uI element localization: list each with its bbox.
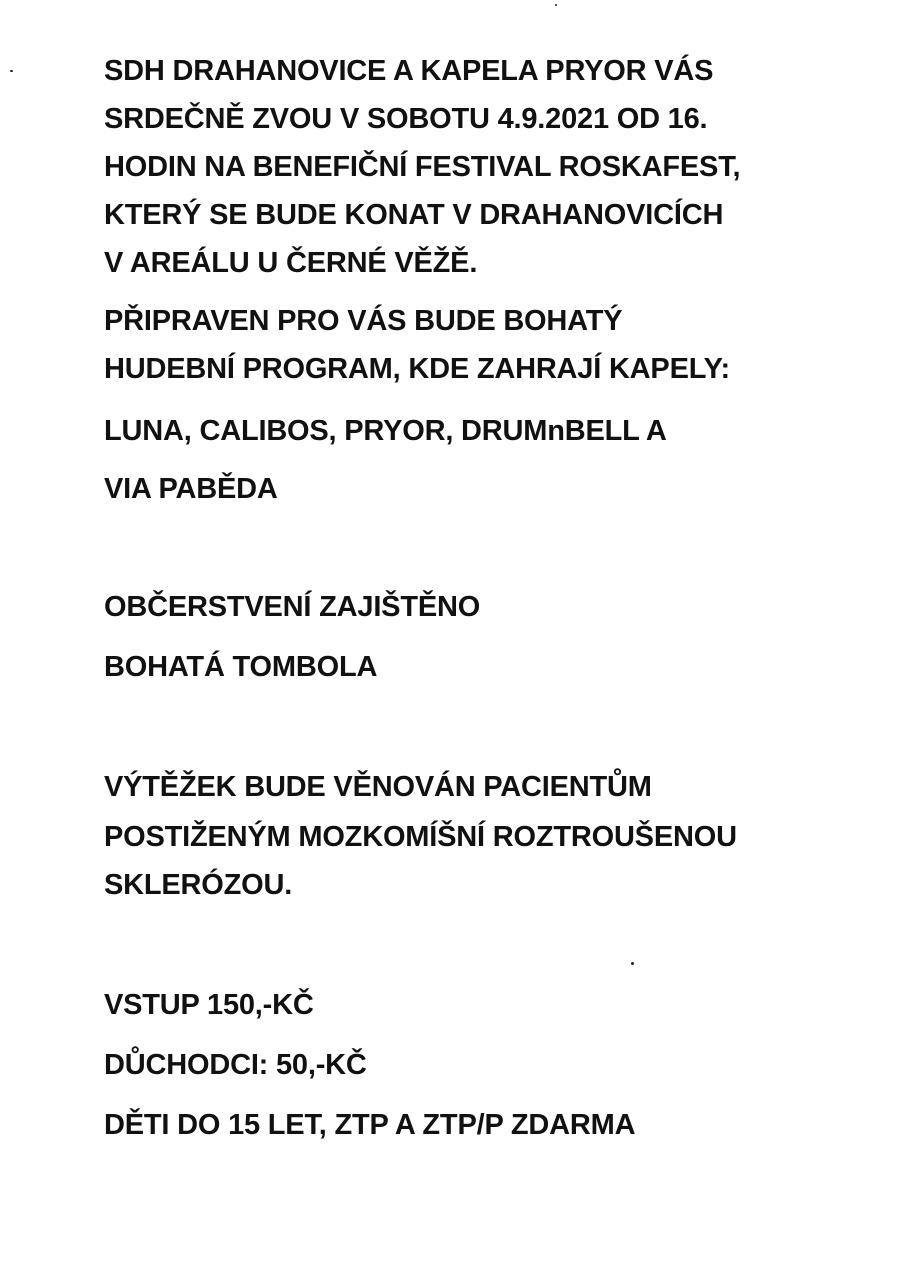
intro-line-3: HODIN NA BENEFIČNÍ FESTIVAL ROSKAFEST, (104, 151, 741, 183)
program-line-1: PŘIPRAVEN PRO VÁS BUDE BOHATÝ (104, 305, 623, 337)
charity-line-2: POSTIŽENÝM MOZKOMÍŠNÍ ROZTROUŠENOU (104, 821, 737, 853)
intro-line-1: SDH DRAHANOVICE A KAPELA PRYOR VÁS (104, 55, 714, 87)
intro-line-4: KTERÝ SE BUDE KONAT V DRAHANOVICÍCH (104, 199, 724, 231)
scan-speck (555, 4, 557, 6)
scan-speck (10, 70, 13, 72)
seniors-price: DŮCHODCI: 50,-KČ (104, 1049, 367, 1081)
bands-line-1: LUNA, CALIBOS, PRYOR, DRUMnBELL A (104, 415, 667, 447)
intro-line-2: SRDEČNĚ ZVOU V SOBOTU 4.9.2021 OD 16. (104, 103, 708, 135)
entry-price: VSTUP 150,-KČ (104, 989, 314, 1021)
children-free: DĚTI DO 15 LET, ZTP A ZTP/P ZDARMA (104, 1109, 636, 1141)
intro-line-5: V AREÁLU U ČERNÉ VĚŽĚ. (104, 247, 478, 279)
bands-line-2: VIA PABĚDA (104, 473, 278, 505)
tombola-line: BOHATÁ TOMBOLA (104, 651, 378, 683)
scan-speck (631, 962, 634, 965)
charity-line-3: SKLERÓZOU. (104, 869, 293, 901)
refreshments-line: OBČERSTVENÍ ZAJIŠTĚNO (104, 591, 481, 623)
program-line-2: HUDEBNÍ PROGRAM, KDE ZAHRAJÍ KAPELY: (104, 353, 731, 385)
charity-line-1: VÝTĚŽEK BUDE VĚNOVÁN PACIENTŮM (104, 771, 652, 803)
